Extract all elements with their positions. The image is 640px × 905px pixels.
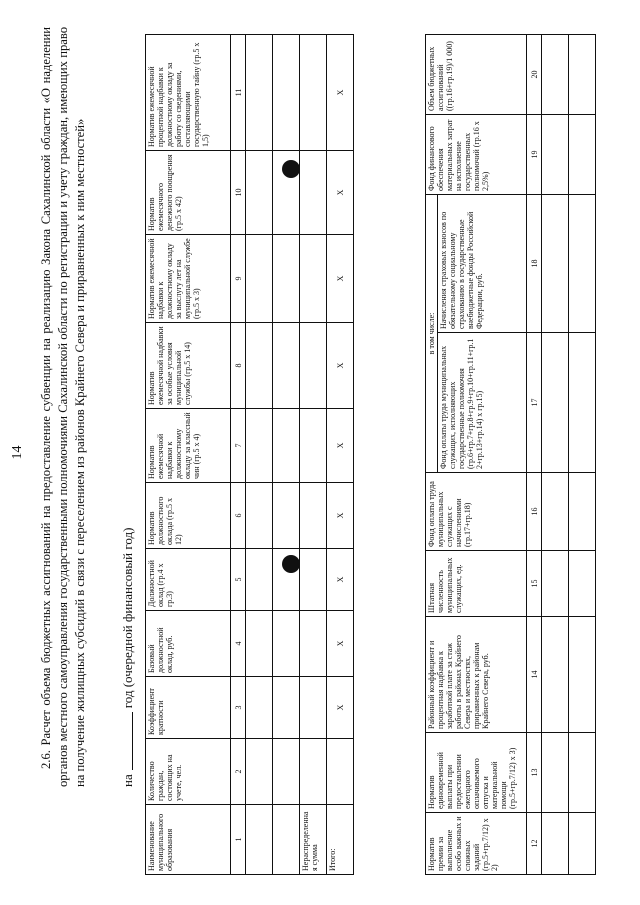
- table-cell: [542, 34, 569, 114]
- table-cell: [542, 733, 569, 813]
- column-number: 1: [231, 805, 246, 875]
- table-cell: [542, 333, 569, 473]
- table-cell: [542, 551, 569, 617]
- column-number: 3: [231, 677, 246, 739]
- column-number: 8: [231, 323, 246, 409]
- table-cell: [273, 677, 300, 739]
- table-2-subheader: в том числе:: [426, 194, 438, 472]
- column-number: 17: [527, 333, 542, 473]
- table-cell: [273, 739, 300, 805]
- table-cell: [300, 151, 327, 235]
- table-cell: [542, 617, 569, 733]
- table-cell: [542, 813, 569, 875]
- table-1-number-row: [231, 35, 246, 875]
- column-number: 15: [527, 551, 542, 617]
- table-cell: [569, 333, 596, 473]
- table-1-header: Норматив ежемесячной надбавки к должностному окладу за классный чин (гр.5 х 4): [146, 409, 231, 483]
- table-cell: [300, 677, 327, 739]
- table-1-header: Норматив ежемесячной процентной надбавки к должностному окладу за работу со сведениями, составляющими государственную тайну (гр.5 х 1,5): [146, 35, 231, 151]
- year-blank-field: [132, 712, 133, 770]
- table-row-unallocated: [300, 35, 327, 875]
- table-cell: [300, 323, 327, 409]
- table-cell: [246, 483, 273, 549]
- table-cell: [569, 617, 596, 733]
- table-row: [542, 34, 569, 874]
- table-cell: X: [327, 549, 354, 611]
- table-2-header: Фонд оплаты труда муниципальных служащих с начислениями (гр.17+гр.18): [426, 473, 527, 551]
- table-cell: [569, 733, 596, 813]
- section-heading: 2.6. Расчет объема бюджетных ассигнований на предоставление субвенции на реализацию Закона Сахалинской области «О наделении органов местного самоуправления государственными полномочиями Сахалинской области по регистрации и учету граждан, имеющих право на получение жилищных субсидий в связи с переселением из районов Крайнего Севера и приравненных к ним местностей»: [39, 27, 87, 787]
- table-cell: [300, 611, 327, 677]
- table-cell: [246, 323, 273, 409]
- table-1-header: Количество граждан, состоящих на учете, чел.: [146, 739, 231, 805]
- table-cell: [300, 35, 327, 151]
- table-2-header: Начисления страховых взносов по обязательному социальному страхованию в государственные внебюджетные фонды Российской Федерации, руб.: [438, 194, 527, 332]
- column-number: 11: [231, 35, 246, 151]
- column-number: 12: [527, 813, 542, 875]
- table-cell: [246, 739, 273, 805]
- table-1-header: Базовый должностной оклад, руб.: [146, 611, 231, 677]
- table-row: [273, 35, 300, 875]
- table-1-header: Норматив ежемесячной надбавки к должностному окладу за выслугу лет на муниципальной службе (гр.5 х 3): [146, 235, 231, 323]
- table-row: [246, 35, 273, 875]
- table-2-number-row: [527, 34, 542, 874]
- table-cell: [569, 473, 596, 551]
- column-number: 7: [231, 409, 246, 483]
- table-cell: [246, 151, 273, 235]
- table-cell: [273, 611, 300, 677]
- table-cell: [246, 611, 273, 677]
- table-2-header: Объем бюджетных ассигнований ((гр.16+гр.19)/1 000): [426, 34, 527, 114]
- table-2-header: Районный коэффициент и процентная надбавка к заработной плате за стаж работы в районах Крайнего Севера и местностях, приравненных к районам Крайнего Севера, руб.: [426, 617, 527, 733]
- row-label: Итого:: [327, 805, 354, 875]
- year-suffix: год (очередной финансовый год): [120, 527, 135, 709]
- table-2: [425, 34, 596, 875]
- table-2-header: Фонд оплаты труда муниципальных служащих, исполняющих государственные полномочия (гр.6+гр.7+гр.8+гр.9+гр.10+гр.11+гр.12+гр.13+гр.14) х гр.15): [438, 333, 527, 473]
- row-label: Нераспределенная сумма: [300, 805, 327, 875]
- table-cell: X: [327, 611, 354, 677]
- table-cell: [246, 235, 273, 323]
- table-cell: X: [327, 409, 354, 483]
- table-cell: [569, 34, 596, 114]
- column-number: 9: [231, 235, 246, 323]
- table-cell: [273, 409, 300, 483]
- column-number: 18: [527, 194, 542, 332]
- table-1: [145, 34, 354, 875]
- column-number: 19: [527, 114, 542, 194]
- table-cell: [300, 549, 327, 611]
- column-number: 6: [231, 483, 246, 549]
- table-cell: [569, 194, 596, 332]
- table-cell: X: [327, 483, 354, 549]
- table-cell: [300, 739, 327, 805]
- table-1-header: Должностной оклад (гр.4 х гр.3): [146, 549, 231, 611]
- table-cell: [542, 114, 569, 194]
- table-cell: [542, 473, 569, 551]
- table-cell: [246, 677, 273, 739]
- table-1-header: Наименование муниципального образования: [146, 805, 231, 875]
- column-number: 4: [231, 611, 246, 677]
- table-cell: [327, 739, 354, 805]
- table-cell: [246, 409, 273, 483]
- row-label: [273, 805, 300, 875]
- table-cell: X: [327, 35, 354, 151]
- table-1-header-row: [146, 35, 231, 875]
- table-cell: [569, 813, 596, 875]
- year-prefix: на: [120, 774, 135, 787]
- table-cell: X: [327, 323, 354, 409]
- table-cell: [300, 409, 327, 483]
- table-cell: [300, 235, 327, 323]
- table-2-header: Норматив единовременной выплаты при предоставлении ежегодного оплачиваемого отпуска и материальной помощи (гр.5+гр.7/12) х 3): [426, 733, 527, 813]
- table-cell: X: [327, 151, 354, 235]
- table-1-header: Норматив ежемесячной надбавки за особые условия муниципальной службы (гр.5 х 14): [146, 323, 231, 409]
- row-label: [246, 805, 273, 875]
- table-cell: [273, 35, 300, 151]
- table-1-header: Коэффициент кратности: [146, 677, 231, 739]
- column-number: 2: [231, 739, 246, 805]
- table-cell: [300, 483, 327, 549]
- table-cell: [542, 194, 569, 332]
- column-number: 20: [527, 34, 542, 114]
- column-number: 10: [231, 151, 246, 235]
- table-2-header: Фонд финансового обеспечения материальных затрат на исполнение государственных полномочий (гр.16 х 2,5%): [426, 114, 527, 194]
- table-2-header: Норматив премии за выполнение особо важных и сложных заданий (гр.5+гр.7/12) х 2): [426, 813, 527, 875]
- table-cell: X: [327, 235, 354, 323]
- table-cell: [273, 235, 300, 323]
- table-cell: [246, 35, 273, 151]
- table-cell: [273, 151, 300, 235]
- table-2-header: Штатная численность муниципальных служащих, ед.: [426, 551, 527, 617]
- table-row-total: [327, 35, 354, 875]
- year-line: [120, 528, 136, 787]
- table-cell: [246, 549, 273, 611]
- table-cell: [569, 114, 596, 194]
- table-cell: [273, 323, 300, 409]
- column-number: 13: [527, 733, 542, 813]
- table-cell: X: [327, 677, 354, 739]
- column-number: 5: [231, 549, 246, 611]
- table-1-header: Норматив должностного оклада (гр.5 х 12): [146, 483, 231, 549]
- table-cell: [273, 549, 300, 611]
- column-number: 16: [527, 473, 542, 551]
- table-2-header-row: [426, 34, 438, 874]
- page-number: 14: [10, 445, 25, 460]
- table-row: [569, 34, 596, 874]
- column-number: 14: [527, 617, 542, 733]
- table-cell: [273, 483, 300, 549]
- table-cell: [569, 551, 596, 617]
- table-1-header: Норматив ежемесячного денежного поощрения (гр.5 х 42): [146, 151, 231, 235]
